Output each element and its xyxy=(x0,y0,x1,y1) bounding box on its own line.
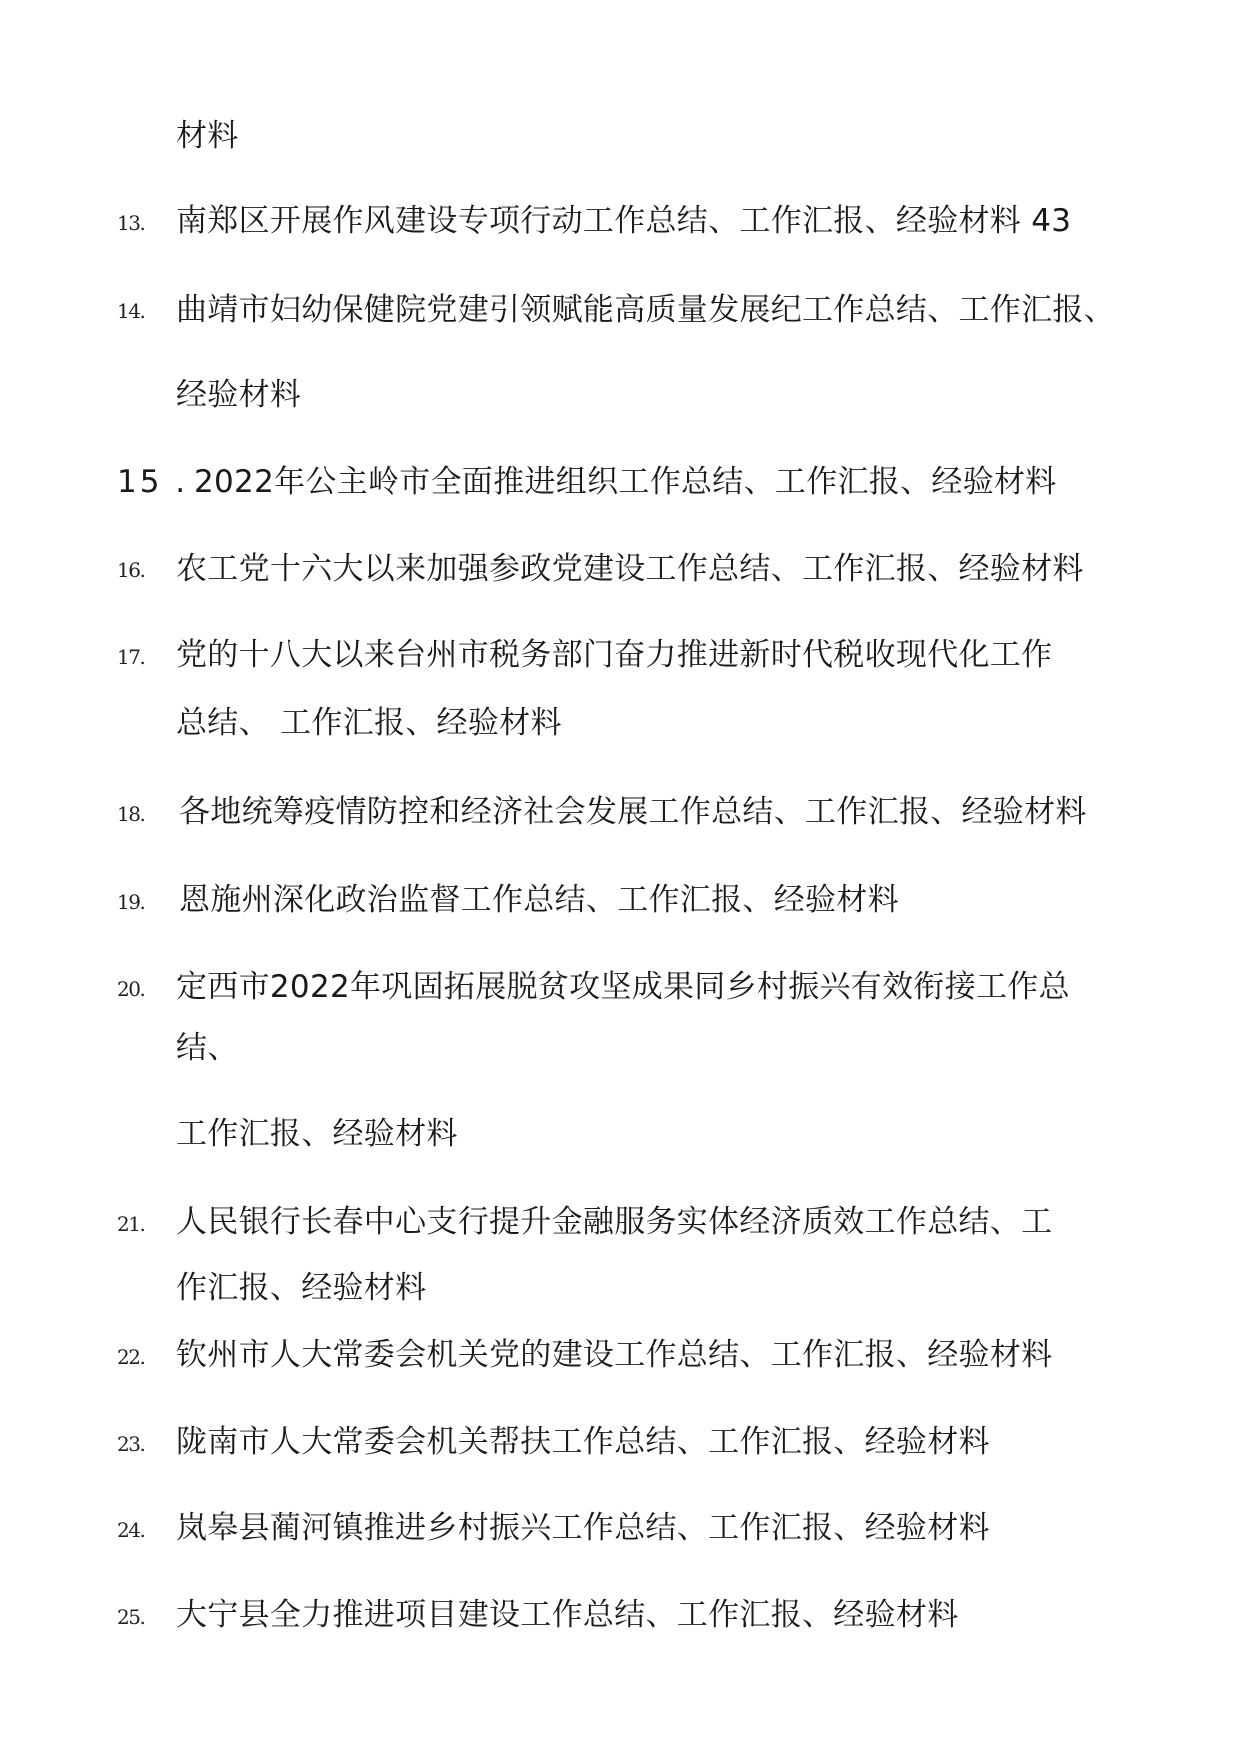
list-item-number: 14. xyxy=(117,299,145,323)
list-item-number: 22. xyxy=(117,1345,145,1369)
list-item-text: 结、 xyxy=(176,1030,239,1066)
list-item-text: 各地统筹疫情防控和经济社会发展工作总结、工作汇报、经验材料 xyxy=(179,794,1087,830)
list-item-text: 2022年公主岭市全面推进组织工作总结、工作汇报、经验材料 xyxy=(194,464,1057,500)
list-item-number: 15 . xyxy=(117,464,189,500)
list-item-number: 23. xyxy=(117,1432,145,1456)
list-item-text: 南郑区开展作风建设专项行动工作总结、工作汇报、经验材料 43 xyxy=(176,203,1072,239)
list-item-text: 岚皋县蔺河镇推进乡村振兴工作总结、工作汇报、经验材料 xyxy=(176,1510,990,1546)
list-item-text: 作汇报、经验材料 xyxy=(176,1270,427,1306)
list-item-number: 17. xyxy=(117,645,145,669)
list-item-text: 工作汇报、经验材料 xyxy=(176,1116,458,1152)
list-item-text: 党的十八大以来台州市税务部门奋力推进新时代税收现代化工作 xyxy=(176,637,1053,673)
list-item-text: 农工党十六大以来加强参政党建设工作总结、工作汇报、经验材料 xyxy=(176,551,1084,587)
list-item-number: 13. xyxy=(117,211,145,235)
list-item-number: 19. xyxy=(117,890,145,914)
list-item-text: 恩施州深化政治监督工作总结、工作汇报、经验材料 xyxy=(179,882,899,918)
list-item-text: 大宁县全力推进项目建设工作总结、工作汇报、经验材料 xyxy=(176,1597,959,1633)
list-item-text: 陇南市人大常委会机关帮扶工作总结、工作汇报、经验材料 xyxy=(176,1424,990,1460)
list-item-number: 20. xyxy=(117,977,145,1001)
list-item-text: 材料 xyxy=(176,118,239,154)
list-item-text: 经验材料 xyxy=(176,377,302,413)
list-item-text: 钦州市人大常委会机关党的建设工作总结、工作汇报、经验材料 xyxy=(176,1337,1053,1373)
list-item-number: 18. xyxy=(117,802,145,826)
list-item-text: 总结、 工作汇报、经验材料 xyxy=(176,705,562,741)
list-item-text: 定西市2022年巩固拓展脱贫攻坚成果同乡村振兴有效衔接工作总 xyxy=(176,969,1070,1005)
list-item-number: 24. xyxy=(117,1518,145,1542)
list-item-number: 25. xyxy=(117,1605,145,1629)
list-item-text: 人民银行长春中心支行提升金融服务实体经济质效工作总结、工 xyxy=(176,1204,1053,1240)
list-item-text: 曲靖市妇幼保健院党建引领赋能高质量发展纪工作总结、工作汇报、 xyxy=(176,292,1115,328)
list-item-number: 21. xyxy=(117,1212,145,1236)
list-item-number: 16. xyxy=(117,558,145,582)
